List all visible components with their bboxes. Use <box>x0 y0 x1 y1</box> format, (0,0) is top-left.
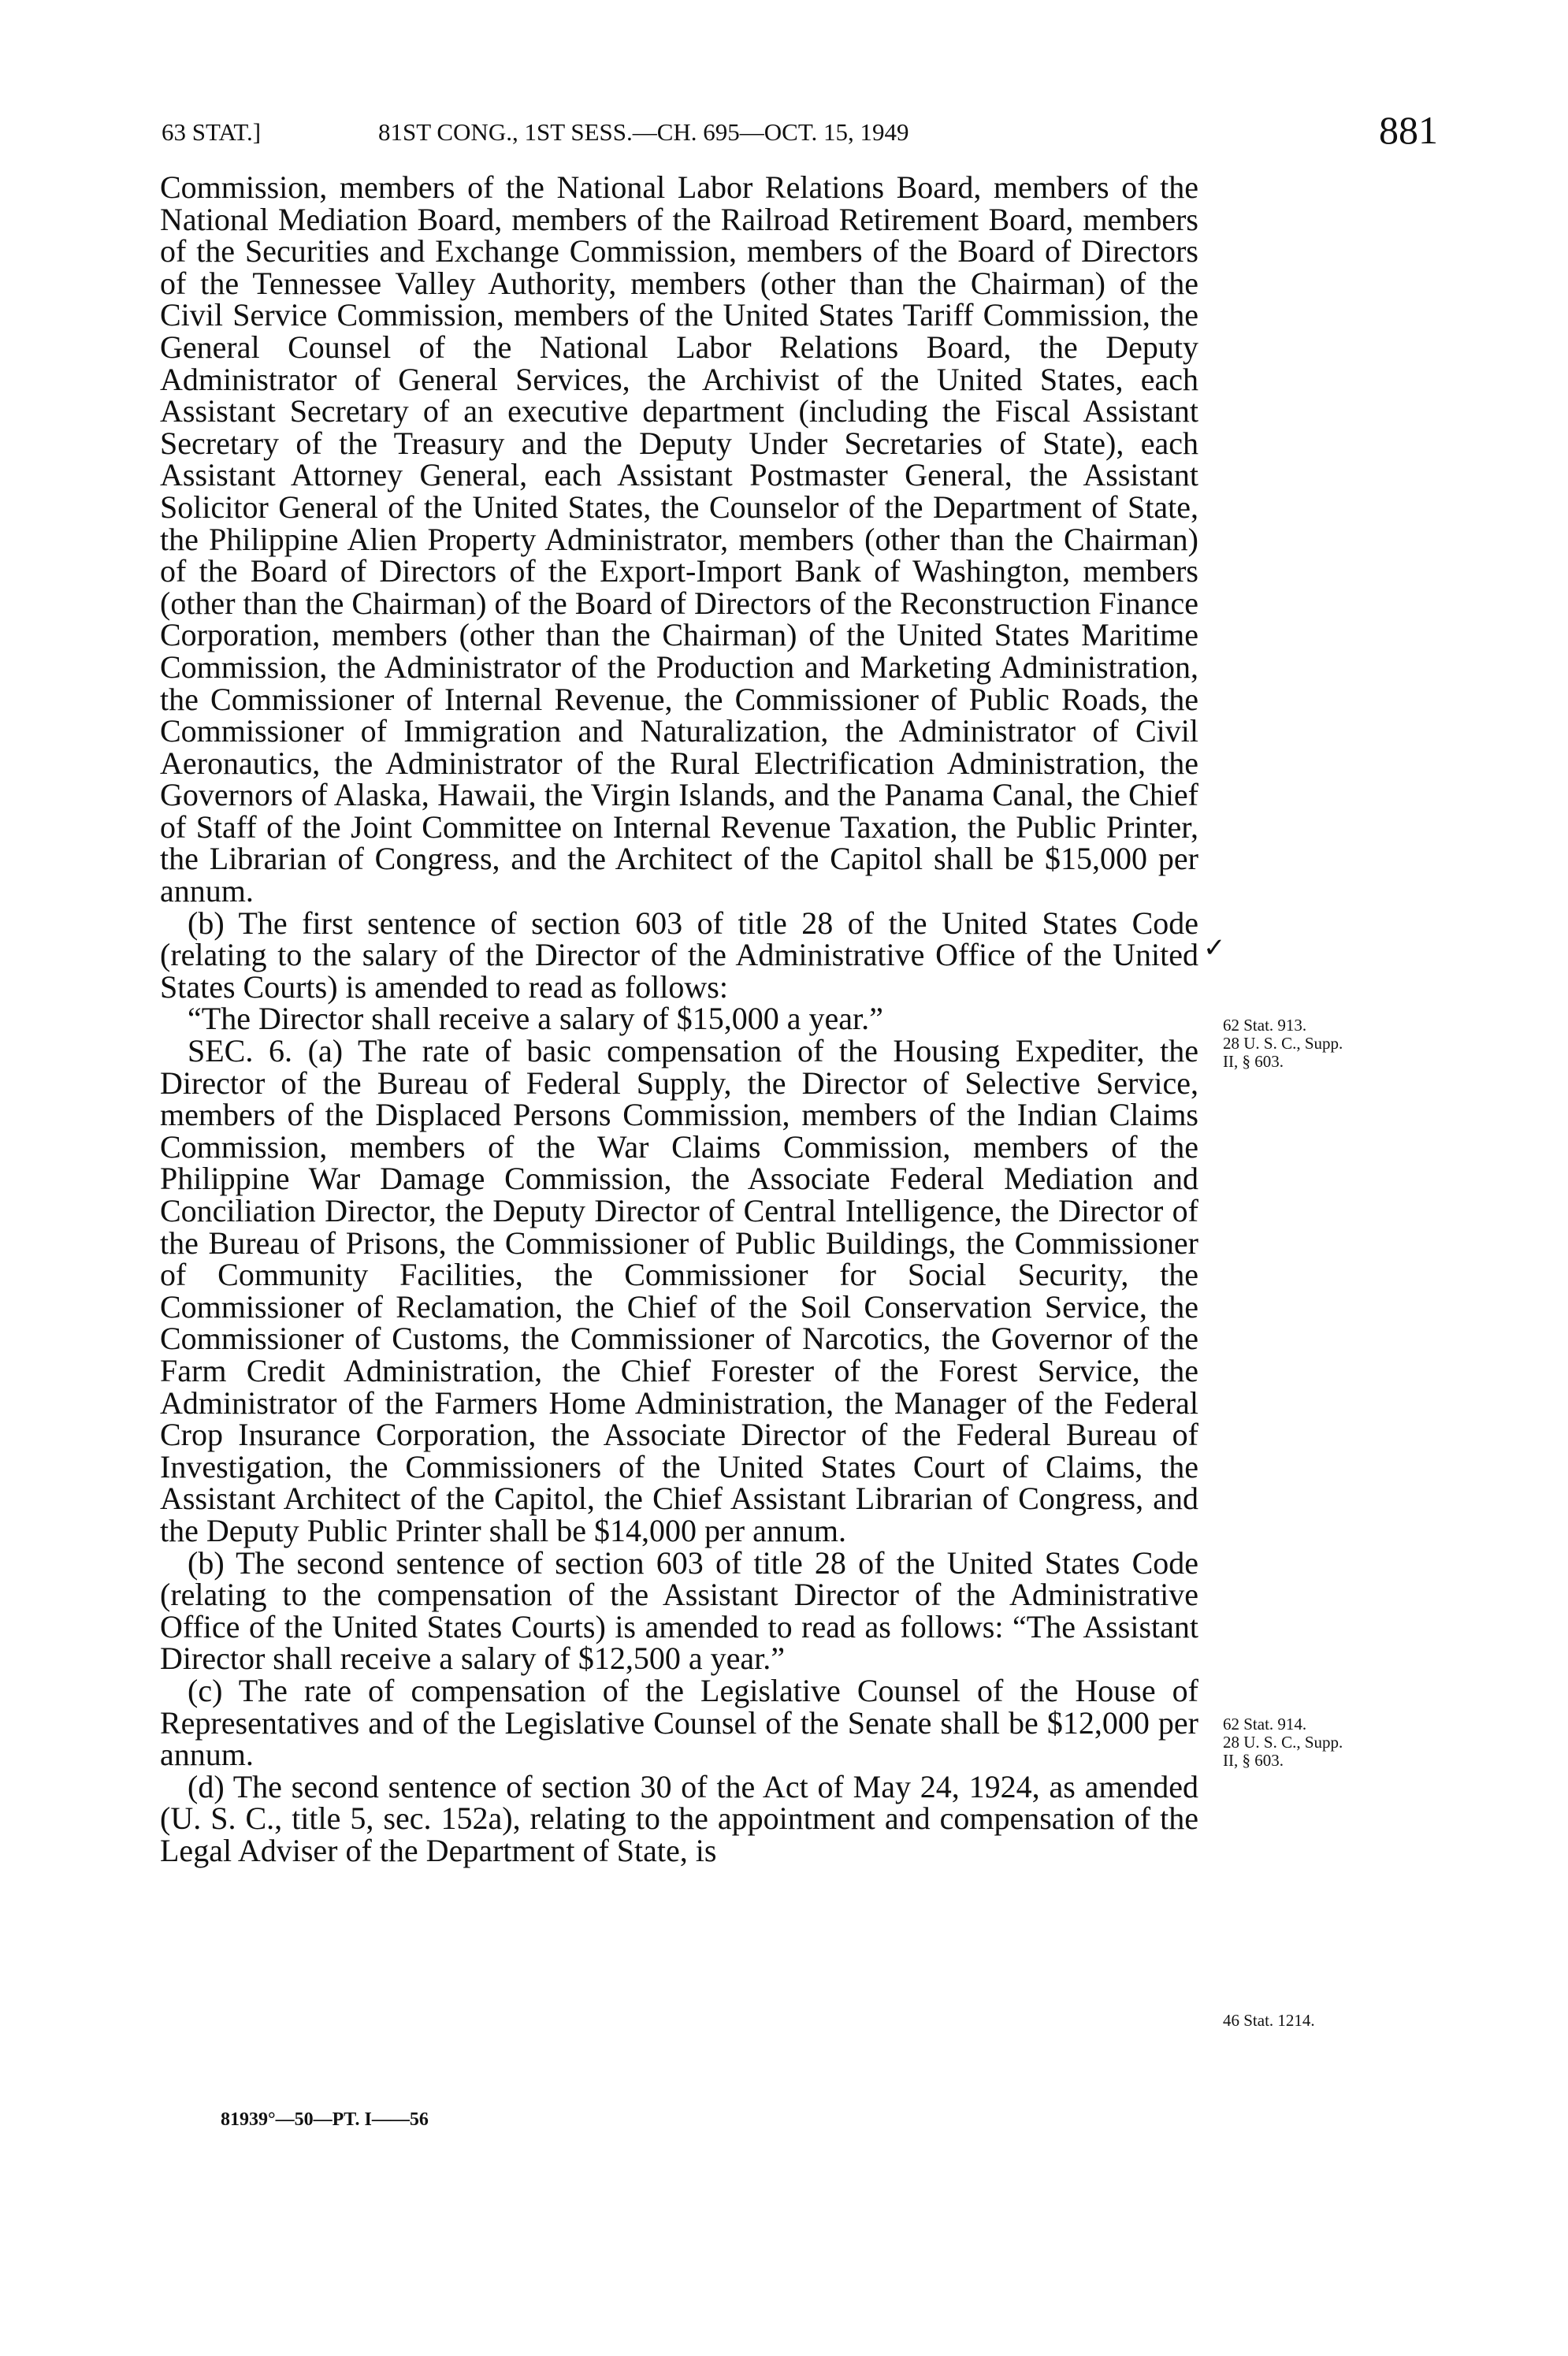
margin-citation-1 <box>1223 1016 1459 1071</box>
statute-text <box>160 169 1199 1868</box>
margin-citation-2-line-2: 28 U. S. C., Supp. <box>1223 1733 1343 1752</box>
section-label: SEC. 6. <box>188 1033 292 1069</box>
paragraph-section-6b: (b) The second sentence of section 603 of title 28 of the United States Code (relating to the compensation of the Assistant Director of the Administrative Office of the United States Courts) is amended to read as follows: “The Assistant Director shall receive a salary of $12,500 a year.” <box>160 1544 1198 1677</box>
checkmark-icon: ✓ <box>1203 934 1226 963</box>
paragraph-subsection-b-director: (b) The first sentence of section 603 of title 28 of the United States Code (relating to the salary of the Director of the Administrative Office of the United States Courts) is amended to read as follows: <box>160 905 1198 1005</box>
paragraph-section-6c: (c) The rate of compensation of the Legislative Counsel of the House of Representatives and of the Legislative Counsel of the Senate shall be $12,000 per annum. <box>160 1672 1198 1773</box>
section-6a-text: (a) The rate of basic compensation of the Housing Expediter, the Director of the Bureau of Federal Supply, the Director of Selective Service, members of the Displaced Persons Commission, members of the Indian Claims Commission, members of the War Claims Commission, members of the Philippine War Damage Commission, the Associate Federal Mediation and Conciliation Director, the Deputy Director of Central Intelligence, the Director of the Bureau of Prisons, the Commissioner of Public Buildings, the Commissioner of Community Facilities, the Commissioner for Social Security, the Commissioner of Reclamation, the Chief of the Soil Conservation Service, the Commissioner of Customs, the Commissioner of Narcotics, the Governor of the Farm Credit Administration, the Chief Forester of the Forest Service, the Administrator of the Farmers Home Administration, the Manager of the Federal Crop Insurance Corporation, the Associate Director of the Federal Bureau of Investigation, the Commissioners of the United States Court of Claims, the Assistant Architect of the Capitol, the Chief Assistant Librarian of Congress, and the Deputy Public Printer shall be $14,000 per annum. <box>160 1033 1199 1548</box>
page-header <box>162 108 1438 165</box>
margin-citation-2 <box>1223 1715 1459 1770</box>
margin-citation-2-line-1: 62 Stat. 914. <box>1223 1715 1307 1734</box>
paragraph-section-6a <box>160 1035 1198 1548</box>
margin-citation-2-line-3: II, § 603. <box>1223 1751 1284 1770</box>
quoted-amendment-director: “The Director shall receive a salary of $15,000 a year.” <box>188 1001 883 1037</box>
session-chapter-date: 81ST CONG., 1ST SESS.—CH. 695—OCT. 15, 1949 <box>378 118 909 146</box>
margin-citation-1-line-1: 62 Stat. 913. <box>1223 1016 1307 1035</box>
margin-citation-3 <box>1223 2012 1459 2030</box>
margin-citation-1-line-3: II, § 603. <box>1223 1052 1284 1071</box>
volume-reference: 63 STAT.] <box>162 118 262 146</box>
paragraph-salary-list: Commission, members of the National Labor Relations Board, members of the National Mediation Board, members of the Railroad Retirement Board, members of the Securities and Exchange Commission, members of the Board of Directors of the Tennessee Valley Authority, members (other than the Chairman) of the Civil Service Commission, members of the United States Tariff Commission, the General Counsel of the National Labor Relations Board, the Deputy Administrator of General Services, the Archivist of the United States, each Assistant Secretary of an executive department (including the Fiscal Assistant Secretary of the Treasury and the Deputy Under Secretaries of State), each Assistant Attorney General, each Assistant Postmaster General, the Assistant Solicitor General of the United States, the Counselor of the Department of State, the Philippine Alien Property Administrator, members (other than the Chairman) of the Board of Directors of the Export-Import Bank of Washington, members (other than the Chairman) of the Board of Directors of the Reconstruction Finance Corporation, members (other than the Chairman) of the United States Maritime Commission, the Administrator of the Production and Marketing Administration, the Commissioner of Internal Revenue, the Commissioner of Public Roads, the Commissioner of Immigration and Naturalization, the Administrator of Civil Aeronautics, the Administrator of the Rural Electrification Administration, the Governors of Alaska, Hawaii, the Virgin Islands, and the Panama Canal, the Chief of Staff of the Joint Committee on Internal Revenue Taxation, the Public Printer, the Librarian of Congress, and the Architect of the Capitol shall be $15,000 per annum. <box>160 169 1198 909</box>
printer-signature: 81939°—50—PT. I——56 <box>221 2109 429 2130</box>
margin-citation-3-line-1: 46 Stat. 1214. <box>1223 2011 1315 2030</box>
margin-citation-1-line-2: 28 U. S. C., Supp. <box>1223 1034 1343 1053</box>
paragraph-section-6d: (d) The second sentence of section 30 of the Act of May 24, 1924, as amended (U. S. C., title 5, sec. 152a), relating to the appointment and compensation of the Legal Adviser of the Department of State, is <box>160 1768 1198 1868</box>
page-number: 881 <box>1379 108 1438 152</box>
